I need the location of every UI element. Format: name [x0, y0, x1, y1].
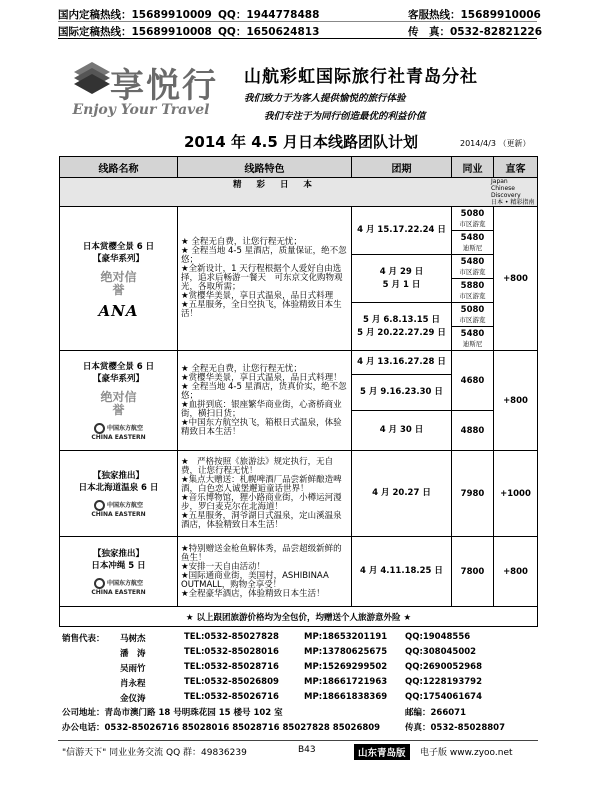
logo-text: 享悦行	[110, 66, 218, 106]
departure-dates: 4 月 15.17.22.24 日	[352, 207, 452, 255]
domestic-qq: QQ：1944778488	[218, 9, 320, 21]
route-features: ★ 严格按照《旅游法》规定执行，无自费，让您行程无忧！ ★集点大赠送：札幌啤酒厂品尝新鲜酿造啤酒，白色恋人诚堡邂逅童话世界！ ★音乐博物馆，狸小路商业街，小樽运河漫步，罗臼麦克尔在北海道！ ★五星服务，洞爷湖日式温泉，定山溪温泉酒店，体验精致日本生活！	[178, 451, 352, 537]
office-phone: 办公电话：0532-85026716 85028016 85028716 85027828 85026809	[62, 723, 381, 733]
office-fax: 传真：0532-85028807	[405, 723, 505, 733]
header-divider	[58, 21, 537, 22]
book-stack-icon	[72, 58, 112, 98]
route-name-cell	[60, 537, 178, 607]
departure-dates: 5 月 6.8.13.15 日 5 月 20.22.27.29 日	[352, 303, 452, 351]
company-name: 山航彩虹国际旅行社青岛分社	[244, 67, 478, 87]
departure-dates: 5 月 9.16.23.30 日	[352, 375, 452, 411]
update-date: 2014/4/3 （更新）	[460, 139, 531, 148]
slogan-1: 我们致力于为客人提供愉悦的旅行体验	[244, 93, 406, 104]
route-series: 【豪华系列】	[92, 373, 144, 384]
fax-number: 传 真：0532-82821226	[408, 26, 543, 38]
route-name-cell	[60, 451, 178, 537]
domestic-hotline: 国内定稿热线：15689910009	[58, 9, 212, 21]
intl-hotline: 国际定稿热线：15689910008	[58, 26, 212, 38]
departure-dates: 4 月 13.16.27.28 日	[352, 351, 452, 375]
route-name: 【独家推出】 日本冲绳 5 日	[91, 548, 146, 571]
route-name: 【独家推出】 日本北海道温泉 6 日	[78, 470, 159, 493]
china-eastern-logo: 中国东方航空 CHINA EASTERN	[91, 501, 146, 518]
route-name-cell	[60, 207, 178, 351]
japan-discovery-logo: Japan Chinese Discovery 日本 • 精彩指南	[491, 178, 535, 206]
peer-price: 5880 市区游览	[452, 279, 494, 303]
col-header-route: 线路名称	[60, 157, 178, 178]
departure-dates: 4 月 4.11.18.25 日	[352, 537, 452, 607]
footer-divider	[58, 740, 538, 741]
direct-price: +800	[494, 207, 538, 351]
route-features: ★ 全程无自费，让您行程无忧； ★赏樱华美景，享日式温泉，品日式料理！ ★ 全程当地 4-5 星酒店，货真价实，绝不忽悠； ★血拼到底：银座繁华商业街，心斋桥商业街，横扫日货； ★中国东方航空执飞，箱根日式温泉，体验精致日本生活！	[178, 351, 352, 451]
edition-badge: 山东青岛版	[354, 744, 410, 760]
col-header-direct: 直客	[494, 157, 538, 178]
col-header-features: 线路特色	[178, 157, 352, 178]
route-name: 日本赏樱全景 6 日	[82, 361, 155, 372]
china-eastern-logo: 中国东方航空 CHINA EASTERN	[91, 579, 146, 596]
route-features: ★ 全程无自费，让您行程无忧； ★ 全程当地 4-5 星酒店，质量保证，绝不忽悠； ★全新设计，1 天行程根据个人爱好自由选择，追求后畅游一餐天 可东京文化购物观光，各取所需； ★赏樱华美景，享日式温泉，品日式料理 ★五星服务，全日空执飞，体验精致日本生活！	[178, 207, 352, 351]
reputation-badge: 绝对信誉	[100, 269, 137, 297]
departure-dates: 4 月 29 日 5 月 1 日	[352, 255, 452, 303]
company-address: 公司地址：青岛市澳门路 18 号明珠花园 15 楼号 102 室	[62, 708, 283, 718]
website: 电子版 www.zyoo.net	[420, 748, 513, 758]
slogan-2: 我们专注于为同行创造最优的利益价值	[264, 111, 426, 122]
page-title: 2014 年 4.5 月日本线路团队计划	[184, 133, 418, 151]
ana-logo: ANA	[98, 301, 139, 320]
direct-price: +800	[494, 351, 538, 451]
route-name-cell	[60, 351, 178, 451]
direct-price: +800	[494, 537, 538, 607]
route-name: 日本赏樱全景 6 日	[82, 241, 155, 252]
header-divider	[58, 38, 537, 39]
table-header-row	[60, 157, 538, 178]
peer-price: 5480 迪斯尼	[452, 231, 494, 255]
peer-price: 5080 市区游览	[452, 207, 494, 231]
logo-english: Enjoy Your Travel	[72, 102, 210, 118]
peer-price: 5080 市区游览	[452, 303, 494, 327]
direct-price: +1000	[494, 451, 538, 537]
itinerary-table	[59, 156, 538, 627]
peer-price: 7980	[452, 451, 494, 537]
table-footnote: ★ 以上跟团旅游价格均为全包价，均赠送个人旅游意外险 ★	[60, 607, 538, 627]
china-eastern-logo: 中国东方航空 CHINA EASTERN	[91, 424, 146, 441]
postcode: 邮编：266071	[405, 708, 466, 718]
col-header-dates: 团期	[352, 157, 452, 178]
route-features: ★特别赠送金枪鱼解体秀，品尝超级新鲜的鱼生！ ★安排一天自由活动！ ★国际通商业街，美国村，ASHIBINAA OUTMALL，购物全享受！ ★全程豪华酒店，体验精致日本生活！	[178, 537, 352, 607]
section-title: 精 彩 日 本	[233, 180, 318, 190]
departure-dates: 4 月 30 日	[352, 411, 452, 451]
col-header-peer: 同业	[452, 157, 494, 178]
intl-qq: QQ：1650624813	[218, 26, 320, 38]
page-number: B43	[298, 745, 316, 755]
peer-price: 4680	[452, 351, 494, 411]
peer-price: 7800	[452, 537, 494, 607]
peer-price: 5480 迪斯尼	[452, 327, 494, 351]
reputation-badge: 绝对信誉	[100, 389, 137, 417]
peer-price: 4880	[452, 411, 494, 451]
table-row	[60, 451, 538, 537]
qq-group: "信游天下" 同业业务交流 QQ 群：49836239	[62, 748, 247, 758]
table-row	[60, 537, 538, 607]
peer-price: 5480 市区游览	[452, 255, 494, 279]
service-hotline: 客服热线：15689910006	[408, 9, 541, 21]
table-row	[60, 351, 538, 375]
departure-dates: 4 月 20.27 日	[352, 451, 452, 537]
table-row	[60, 207, 538, 231]
sales-label: 销售代表：	[62, 634, 105, 644]
route-series: 【豪华系列】	[92, 253, 144, 264]
section-heading	[60, 178, 538, 207]
